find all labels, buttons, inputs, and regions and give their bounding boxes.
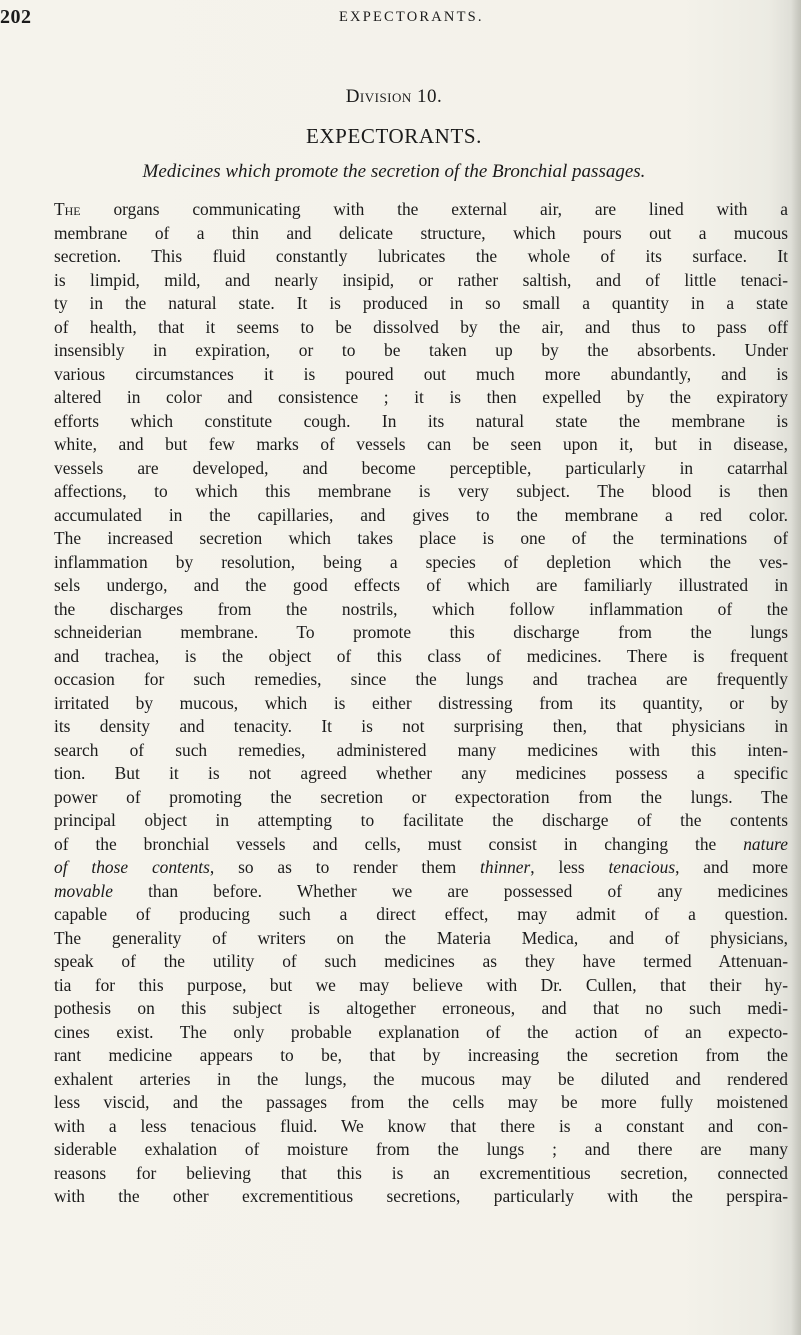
text-line: the discharges from the nostrils, which follow inflammation of the bbox=[54, 598, 788, 619]
text-line: sels undergo, and the good effects of which are familiarly illustrated in bbox=[54, 575, 788, 595]
text-line: of the bronchial vessels and cells, must consist in changing the nature bbox=[54, 833, 788, 854]
text-line: ty in the natural state. It is produced in so small a quantity in a state bbox=[54, 293, 788, 313]
text-line: with the other excrementitious secretions, particularly with the perspira- bbox=[54, 1186, 788, 1206]
page-edge-shadow bbox=[791, 0, 801, 1335]
chapter-title: EXPECTORANTS. bbox=[305, 124, 482, 148]
text-line: insensibly in expiration, or to be taken up by the absorbents. Under bbox=[54, 340, 788, 360]
text-line: its density and tenacity. It is not surprising then, that physicians in bbox=[54, 716, 788, 736]
text-line: capable of producing such a direct effect, may admit of a question. bbox=[54, 904, 788, 924]
text-line: altered in color and consistence ; it is then expelled by the expiratory bbox=[54, 387, 788, 407]
text-line: and trachea, is the object of this class of medicines. There is frequent bbox=[54, 645, 788, 666]
text-line: reasons for believing that this is an excrementitious secretion, connected bbox=[54, 1162, 788, 1183]
text-line: exhalent arteries in the lungs, the mucous may be diluted and rendered bbox=[54, 1068, 788, 1089]
text-line: vessels are developed, and become perceptible, particularly in catarrhal bbox=[54, 457, 788, 478]
text-line: The generality of writers on the Materia Medica, and of physicians, bbox=[54, 927, 788, 948]
text-line: The increased secretion which takes place is one of the terminations of bbox=[54, 528, 788, 548]
text-line: accumulated in the capillaries, and gives to the membrane a red color. bbox=[54, 504, 788, 525]
text-line: irritated by mucous, which is either distressing from its quantity, or by bbox=[54, 692, 788, 713]
text-line: affections, to which this membrane is very subject. The blood is then bbox=[54, 481, 788, 501]
chapter-subtitle: Medicines which promote the secretion of the Bronchial passages. bbox=[142, 161, 646, 182]
text-line: occasion for such remedies, since the lungs and trachea are frequently bbox=[54, 669, 788, 689]
running-header bbox=[0, 6, 801, 30]
text-line: of health, that it seems to be dissolved by the air, and thus to pass off bbox=[54, 316, 788, 337]
text-line: is limpid, mild, and nearly insipid, or rather saltish, and of little tenaci- bbox=[54, 269, 788, 290]
text-line: various circumstances it is poured out much more abundantly, and is bbox=[54, 363, 788, 384]
text-line: principal object in attempting to facilitate the discharge of the contents bbox=[54, 810, 788, 830]
text-line: schneiderian membrane. To promote this discharge from the lungs bbox=[54, 622, 788, 642]
text-line: power of promoting the secretion or expectoration from the lungs. The bbox=[54, 786, 788, 807]
text-line: white, and but few marks of vessels can be seen upon it, but in disease, bbox=[54, 434, 788, 454]
text-line: search of such remedies, administered many medicines with this inten- bbox=[54, 739, 788, 760]
text-line: efforts which constitute cough. In its natural state the membrane is bbox=[54, 410, 788, 431]
text-line: membrane of a thin and delicate structure, which pours out a mucous bbox=[54, 222, 788, 243]
division-heading: Division 10. bbox=[345, 86, 443, 107]
text-line: less viscid, and the passages from the cells may be more fully moistened bbox=[54, 1092, 788, 1112]
text-line: of those contents, so as to render them thinner, less tenacious, and more bbox=[54, 857, 789, 877]
text-line: inflammation by resolution, being a species of depletion which the ves- bbox=[54, 551, 788, 572]
text-line: cines exist. The only probable explanation of the action of an expecto- bbox=[54, 1021, 788, 1042]
text-line: with a less tenacious fluid. We know that there is a constant and con- bbox=[54, 1115, 788, 1136]
text-line: rant medicine appears to be, that by increasing the secretion from the bbox=[54, 1045, 788, 1065]
text-line: tion. But it is not agreed whether any medicines possess a specific bbox=[54, 763, 788, 783]
line-text: organs communicating with the external air, are lined with a bbox=[80, 199, 788, 219]
body-paragraph bbox=[54, 198, 788, 1209]
text-line bbox=[54, 198, 788, 222]
text-line: movable than before. Whether we are possessed of any medicines bbox=[54, 880, 788, 901]
text-line: pothesis on this subject is altogether erroneous, and that no such medi- bbox=[54, 998, 788, 1018]
text-line: speak of the utility of such medicines as they have termed Attenuan- bbox=[54, 951, 788, 971]
text-line: siderable exhalation of moisture from the lungs ; and there are many bbox=[54, 1139, 788, 1159]
page-number: 202 bbox=[0, 6, 32, 28]
first-word: The bbox=[54, 199, 81, 219]
text-line: secretion. This fluid constantly lubricates the whole of its surface. It bbox=[54, 246, 788, 266]
running-title: EXPECTORANTS. bbox=[339, 9, 484, 25]
text-line: tia for this purpose, but we may believe with Dr. Cullen, that their hy- bbox=[54, 974, 788, 995]
